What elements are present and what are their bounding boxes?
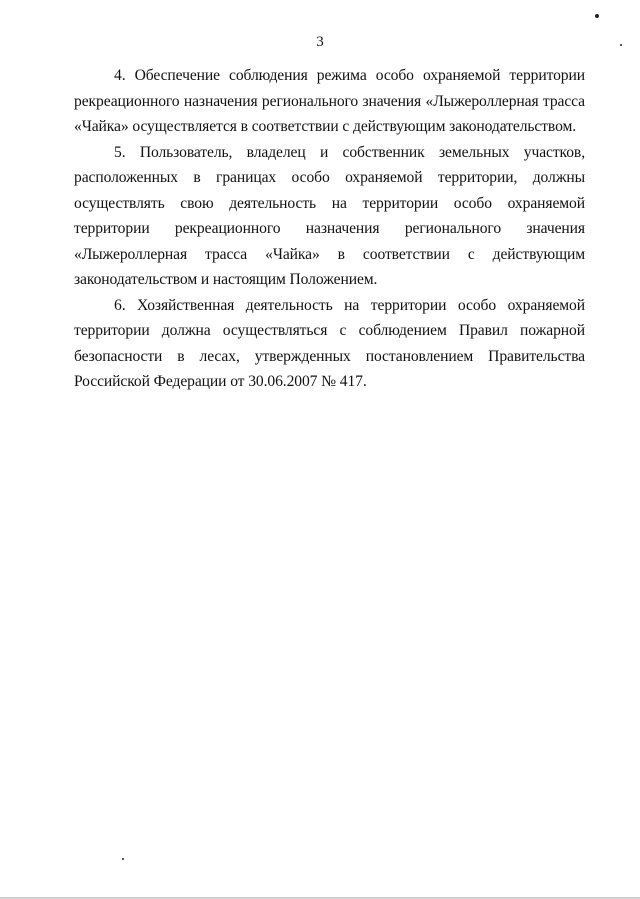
scan-speck	[122, 858, 124, 860]
scan-speck	[620, 44, 622, 46]
paragraph-4: 4. Обеспечение соблюдения режима особо охраняемой территории рекреационного назначения регионального значения «Лыжероллерная трасса «Чайка» осуществляется в соответствии с действующим законодательством.	[74, 67, 585, 135]
page-number: 3	[316, 34, 324, 50]
paragraph-6: 6. Хозяйственная деятельность на территории особо охраняемой территории должна осуществляться с соблюдением Правил пожарной безопасности в лесах, утвержденных постановлением Правительства Российской Федерации от 30.06.2007 № 417.	[74, 296, 585, 390]
paragraph-5: 5. Пользователь, владелец и собственник земельных участков, расположенных в границах особо охраняемой территории, должны осуществлять свою деятельность на территории особо охраняемой территории рекреационного назначения регионального значения «Лыжероллерная трасса «Чайка» в соответствии с действующим законодательством и настоящим Положением.	[74, 143, 585, 288]
scan-speck	[595, 14, 599, 18]
document-body	[74, 63, 585, 395]
